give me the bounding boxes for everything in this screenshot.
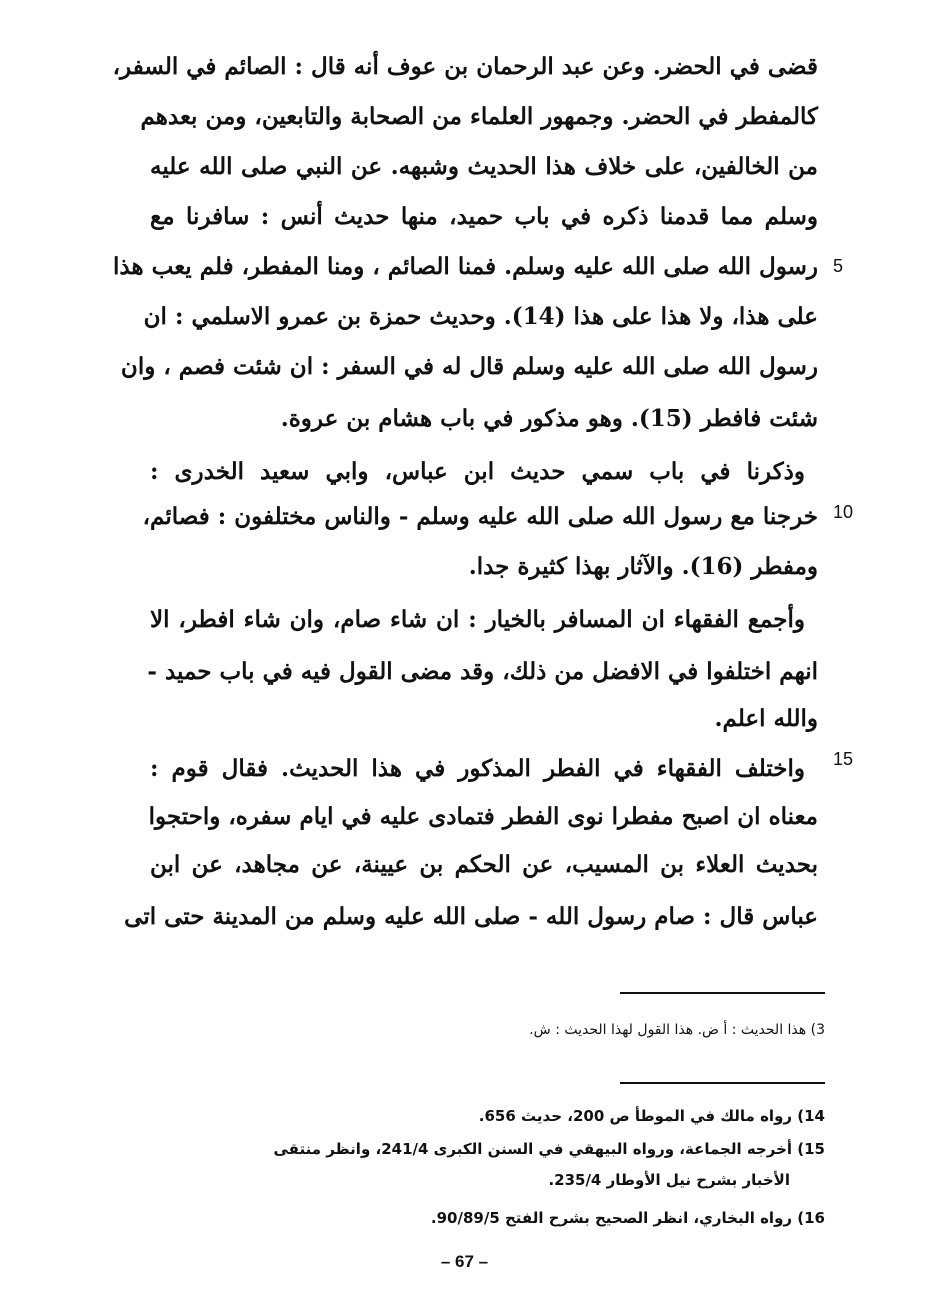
footnote-text: رواه مالك في الموطأ ص 200، حديث 656.	[478, 1107, 793, 1125]
body-line: خرجنا مع رسول الله صلى الله عليه وسلم - والناس مختلفون : فصائم،	[142, 503, 818, 530]
body-line: كالمفطر في الحضر. وجمهور العلماء من الصحابة والتابعين، ومن بعدهم	[140, 103, 818, 130]
footnote-separator	[620, 992, 825, 994]
body-line: وسلم مما قدمنا ذكره في باب حميد، منها حديث أنس : سافرنا مع	[150, 203, 818, 230]
line-number: 15	[833, 749, 854, 769]
footnote-number: 16)	[797, 1209, 825, 1227]
body-line: رسول الله صلى الله عليه وسلم. فمنا الصائم ، ومنا المفطر، فلم يعب هذا	[113, 253, 818, 280]
body-line: من الخالفين، على خلاف هذا الحديث وشبهه. عن النبي صلى الله عليه	[150, 153, 818, 180]
body-line: ومفطر (16). والآثار بهذا كثيرة جدا.	[468, 553, 818, 580]
variant-note	[165, 1018, 825, 1042]
footnote-separator	[620, 1082, 825, 1084]
footnote-number: 14)	[797, 1107, 825, 1125]
footnote	[165, 1104, 825, 1128]
footnote-number: 15)	[797, 1140, 825, 1158]
body-line: والله اعلم.	[714, 705, 818, 732]
body-line: واختلف الفقهاء في الفطر المذكور في هذا الحديث. فقال قوم :	[150, 755, 805, 782]
body-line: معناه ان اصبح مفطرا نوى الفطر فتمادى عليه في ايام سفره، واحتجوا	[148, 803, 818, 830]
body-line: بحديث العلاء بن المسيب، عن الحكم بن عيينة، عن مجاهد، عن ابن	[150, 851, 818, 878]
page-number: – 67 –	[440, 1252, 489, 1271]
footnote-text: أخرجه الجماعة، ورواه البيهقي في السنن الكبرى 241/4، وانظر منتقى	[273, 1140, 793, 1158]
body-line: رسول الله صلى الله عليه وسلم قال له في السفر : ان شئت فصم ، وان	[120, 353, 818, 380]
line-number: 10	[833, 502, 854, 522]
footnote	[165, 1206, 825, 1230]
body-line: على هذا، ولا هذا على هذا (14). وحديث حمزة بن عمرو الاسلمي : ان	[143, 303, 818, 330]
body-line: وذكرنا في باب سمي حديث ابن عباس، وابي سعيد الخدرى :	[150, 458, 805, 485]
body-line: وأجمع الفقهاء ان المسافر بالخيار : ان شاء صام، وان شاء افطر، الا	[150, 606, 805, 633]
body-line: عباس قال : صام رسول الله - صلى الله عليه وسلم من المدينة حتى اتى	[124, 903, 818, 930]
line-number: 5	[833, 256, 844, 276]
body-line: انهم اختلفوا في الافضل من ذلك، وقد مضى القول فيه في باب حميد -	[147, 658, 818, 685]
variant-note-number: 3)	[810, 1022, 825, 1038]
footnote-text: رواه البخاري، انظر الصحيح بشرح الفتح 90/89/5.	[430, 1209, 793, 1227]
footnote	[165, 1137, 825, 1161]
variant-note-text: هذا الحديث : أ ض. هذا القول لهذا الحديث : ش.	[529, 1022, 807, 1038]
footnote-continuation: الأخبار بشرح نيل الأوطار 235/4.	[548, 1171, 790, 1189]
body-line: شئت فافطر (15). وهو مذكور في باب هشام بن عروة.	[280, 405, 818, 432]
body-line: قضى في الحضر. وعن عبد الرحمان بن عوف أنه قال : الصائم في السفر،	[112, 53, 818, 80]
